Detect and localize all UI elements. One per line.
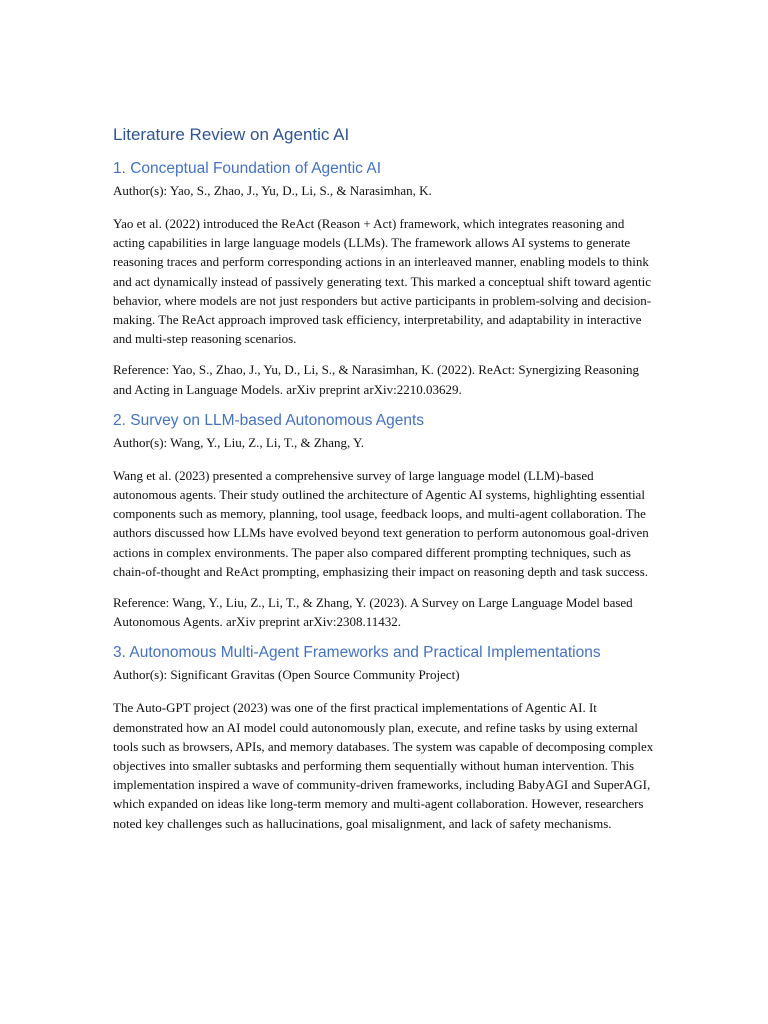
document-page — [113, 124, 658, 845]
section-authors: Author(s): Wang, Y., Liu, Z., Li, T., & Zhang, Y. — [113, 434, 364, 450]
section-heading: 1. Conceptual Foundation of Agentic AI — [113, 160, 381, 177]
section-conceptual-foundation — [113, 159, 658, 399]
section-body: Wang et al. (2023) presented a comprehensive survey of large language model (LLM)-based autonomous agents. Their study outlined the architecture of Agentic AI systems, highlighting essential components such as memory, planning, tool usage, feedback loops, and multi-agent collaboration. The authors discussed how LLMs have evolved beyond text generation to perform autonomous goal-driven actions in complex environments. The paper also compared different prompting techniques, such as chain-of-thought and ReAct prompting, emphasizing their impact on reasoning depth and task success. — [113, 467, 649, 579]
section-llm-survey — [113, 411, 658, 632]
section-authors: Author(s): Significant Gravitas (Open Source Community Project) — [113, 667, 460, 683]
section-reference: Reference: Wang, Y., Liu, Z., Li, T., & Zhang, Y. (2023). A Survey on Large Language Model based Autonomous Agents. arXiv preprint arXiv:2308.11432. — [113, 595, 633, 630]
section-authors: Author(s): Yao, S., Zhao, J., Yu, D., Li, S., & Narasimhan, K. — [113, 183, 432, 198]
section-multi-agent-frameworks — [113, 643, 658, 832]
document-title: Literature Review on Agentic AI — [113, 125, 350, 144]
section-reference: Reference: Yao, S., Zhao, J., Yu, D., Li, S., & Narasimhan, K. (2022). ReAct: Synergizing Reasoning and Acting in Language Models. arXiv preprint arXiv:2210.03629. — [113, 362, 640, 397]
section-heading: 3. Autonomous Multi-Agent Frameworks and Practical Implementations — [113, 644, 601, 662]
section-heading: 2. Survey on LLM-based Autonomous Agents — [113, 411, 425, 429]
section-body: Yao et al. (2022) introduced the ReAct (Reason + Act) framework, which integrates reasoning and acting capabilities in large language models (LLMs). The framework allows AI systems to generate reasoning traces and perform corresponding actions in an interleaved manner, enabling models to think and act dynamically instead of passively generating text. This marked a conceptual shift toward agentic behavior, where models are not just responders but active participants in problem-solving and decision-making. The ReAct approach improved task efficiency, interpretability, and adaptability in interactive and multi-step reasoning scenarios. — [113, 216, 652, 347]
section-body: The Auto-GPT project (2023) was one of the first practical implementations of Agentic AI. It demonstrated how an AI model could autonomously plan, execute, and refine tasks by using external tools such as browsers, APIs, and memory databases. The system was capable of decomposing complex objectives into smaller subtasks and performing them sequentially without human intervention. This implementation inspired a wave of community-driven frameworks, including BabyAGI and SuperAGI, which expanded on ideas like long-term memory and multi-agent collaboration. However, researchers noted key challenges such as hallucinations, goal misalignment, and lack of safety mechanisms. — [113, 700, 654, 831]
